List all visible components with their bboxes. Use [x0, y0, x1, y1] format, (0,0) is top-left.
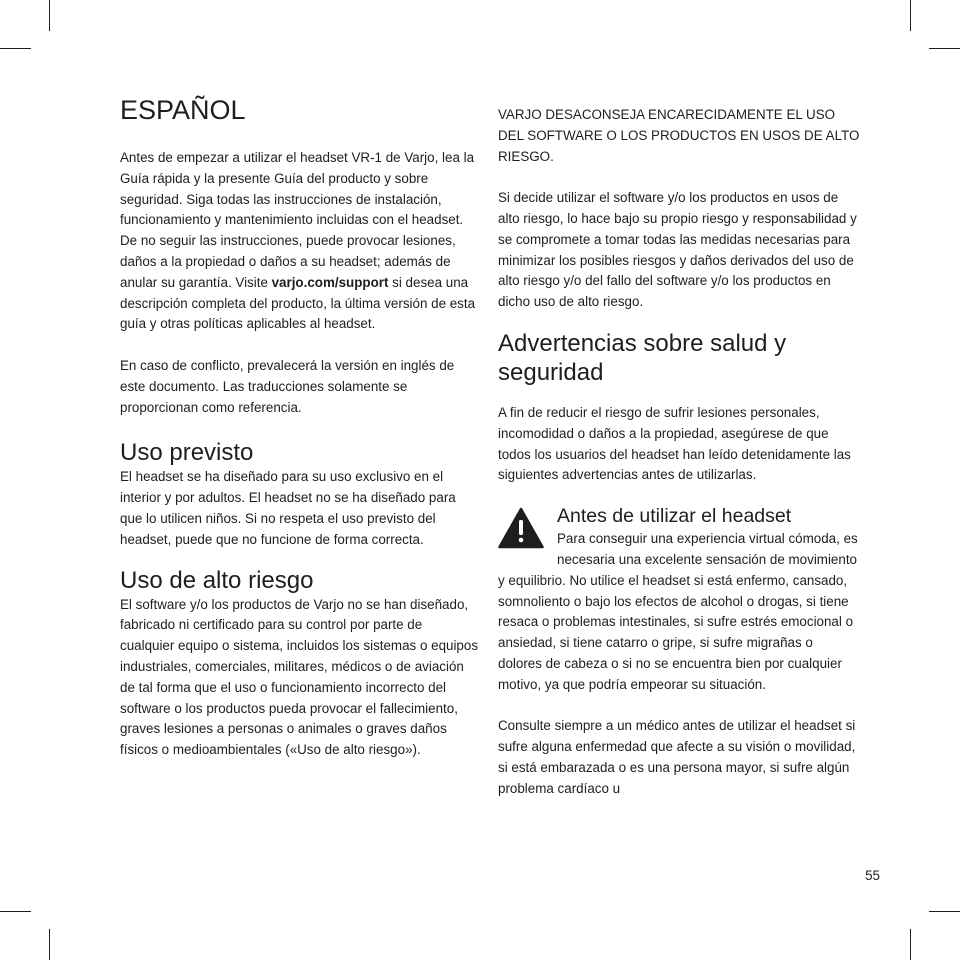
page-title: ESPAÑOL: [120, 95, 246, 125]
intro-paragraph: [120, 148, 480, 335]
consult-doctor-text: Consulte siempre a un médico antes de utilizar el headset si sufre alguna enfermedad que afecte a su visión o movilidad, si está embarazada o es una persona mayor, si sufre algún problema cardíaco u: [498, 718, 856, 796]
crop-mark-bottom-right-vertical: [910, 929, 911, 960]
intro-text-after-link: si desea una descripción completa del producto, la última versión de esta guía y otras políticas aplicables al headset.: [120, 274, 476, 332]
conflict-note: En caso de conflicto, prevalecerá la versión en inglés de este documento. Las traducciones solamente se proporcionan como referencia.: [120, 357, 455, 415]
intro-text-before-link: Antes de empezar a utilizar el headset VR-1 de Varjo, lea la Guía rápida y la presente Guía del producto y sobre seguridad. Siga todas las instrucciones de instalación, funcionamiento y mantenimiento incluidas con el headset. De no seguir las instrucciones, puede provocar lesiones, daños a la propiedad o daños a su headset; además de anular su garantía. Visite: [120, 150, 475, 290]
left-column: [120, 92, 480, 761]
intended-use-text: El headset se ha diseñado para su uso exclusivo en el interior y por adultos. El headset no se ha diseñado para que lo utilicen niños. Si no respeta el uso previsto del headset, puede que no funcione de forma correcta.: [120, 469, 456, 547]
crop-mark-top-left-horizontal: [0, 48, 31, 49]
before-use-heading: Antes de utilizar el headset: [557, 505, 792, 528]
support-link[interactable]: varjo.com/support: [271, 274, 389, 290]
crop-mark-top-left-vertical: [49, 0, 50, 31]
high-risk-text: El software y/o los productos de Varjo no se han diseñado, fabricado ni certificado para su control por parte de cualquier equipo o sistema, incluidos los sistemas o equipos industriales, comerciales, militares, médicos o de aviación de tal forma que el uso o funcionamiento incorrecto del software o los productos pueda provocar el fallecimiento, graves lesiones a personas o animales o graves daños físicos o medioambientales («Uso de alto riesgo»).: [120, 596, 479, 758]
before-use-section: [498, 504, 860, 695]
crop-mark-bottom-left-horizontal: [0, 911, 31, 912]
disclaimer-caps: VARJO DESACONSEJA ENCARECIDAMENTE EL USO DEL SOFTWARE O LOS PRODUCTOS EN USOS DE ALTO RIESGO.: [498, 107, 860, 164]
warning-triangle-icon: [498, 507, 544, 549]
crop-mark-bottom-left-vertical: [49, 929, 50, 960]
page-number: 55: [865, 868, 880, 883]
risk-responsibility: Si decide utilizar el software y/o los productos en usos de alto riesgo, lo hace bajo su propio riesgo y responsabilidad y se compromete a tomar todas las medidas necesarias para minimizar los posibles riesgos y daños derivados del uso de alto riesgo y/o del fallo del software y/o los productos en dicho uso de alto riesgo.: [498, 190, 857, 310]
before-use-text: Para conseguir una experiencia virtual cómoda, es necesaria una excelente sensación de movimiento y equilibrio. No utilice el headset si está enfermo, cansado, somnoliento o bajo los efectos de alcohol o drogas, si tiene resaca o problemas intestinales, si sufre estrés emocional o ansiedad, si tiene catarro o gripe, si sufre migrañas o dolores de cabeza o si no se encuentra bien por cualquier motivo, ya que podría empeorar su situación.: [498, 531, 858, 692]
health-safety-heading: Advertencias sobre salud y seguridad: [498, 329, 787, 386]
intended-use-heading: Uso previsto: [120, 439, 254, 467]
crop-mark-top-right-vertical: [910, 0, 911, 31]
right-column: [498, 92, 860, 800]
crop-mark-bottom-right-horizontal: [929, 911, 960, 912]
high-risk-heading: Uso de alto riesgo: [120, 566, 314, 594]
health-intro: A fin de reducir el riesgo de sufrir lesiones personales, incomodidad o daños a la propiedad, asegúrese de que todos los usuarios del headset han leído detenidamente las siguientes advertencias antes de utilizarlas.: [498, 404, 851, 483]
crop-mark-top-right-horizontal: [929, 48, 960, 49]
